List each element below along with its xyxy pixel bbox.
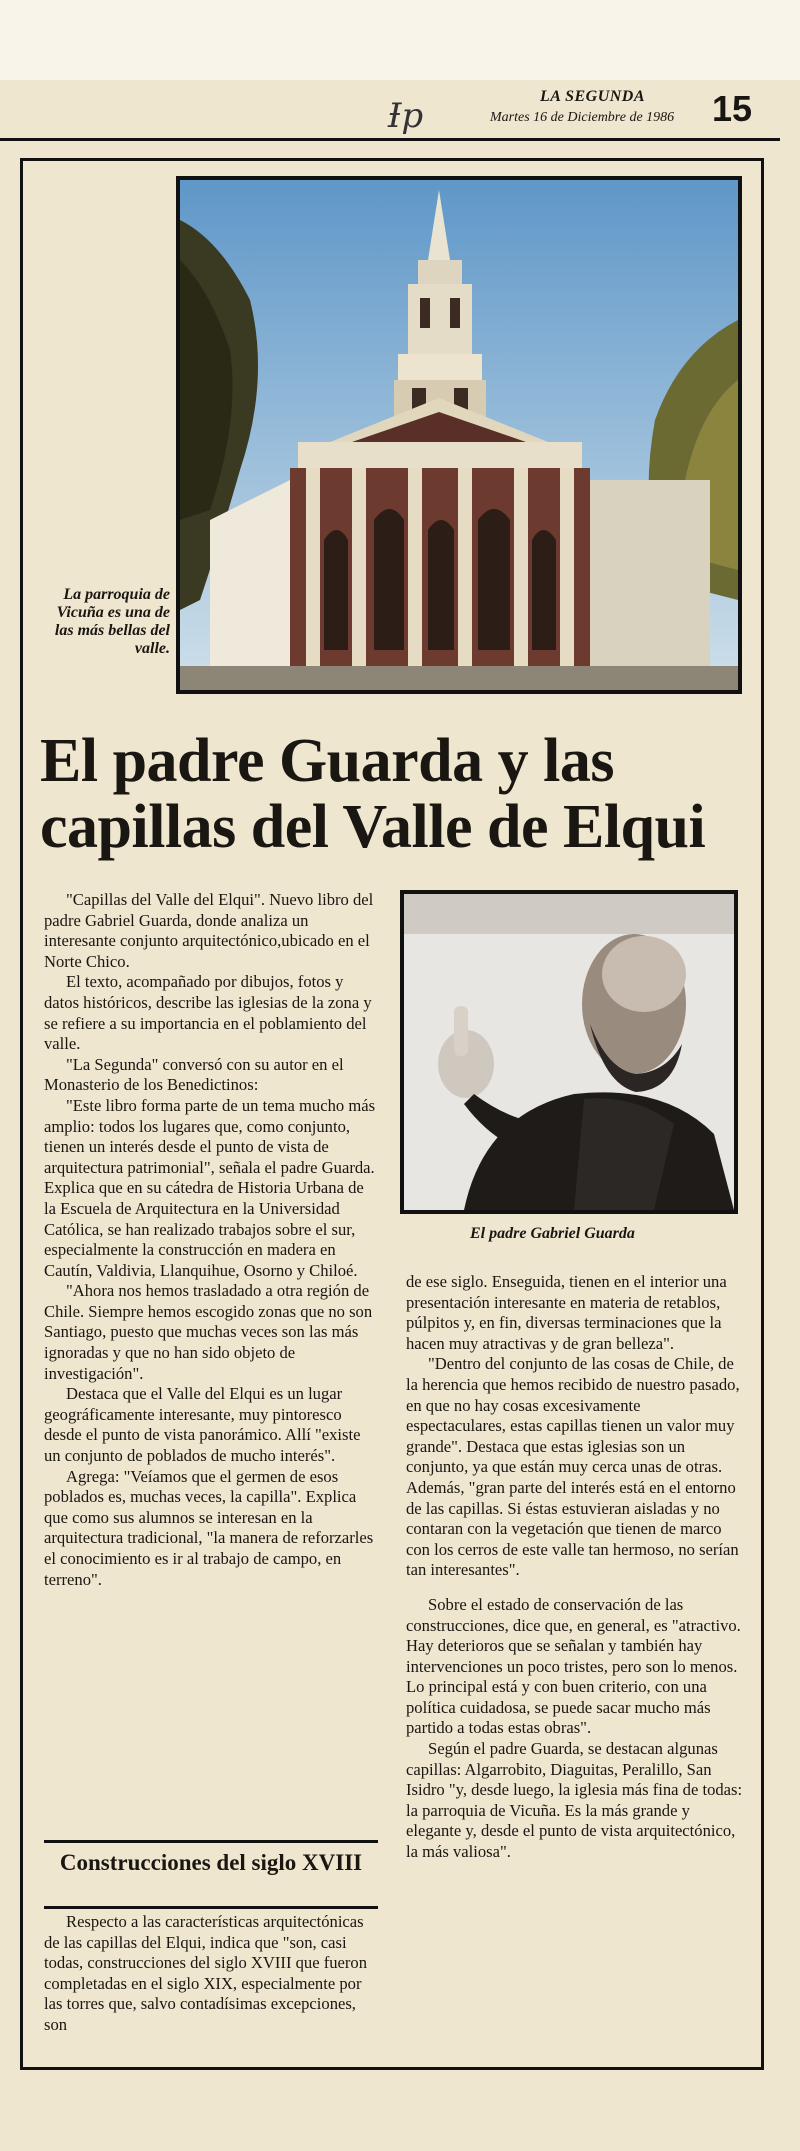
publication-name: LA SEGUNDA (540, 88, 646, 105)
paragraph: "Ahora nos hemos trasladado a otra región de Chile. Siempre hemos escogido zonas que no son Santiago, puesto que muchas veces son las más ignoradas y que no han sido objeto de investigación". (44, 1281, 373, 1383)
article-column-2 (406, 1272, 744, 1863)
headline: El padre Guarda y las capillas del Valle de Elqui (40, 727, 706, 861)
article-column-1b (44, 1912, 378, 2036)
paragraph: Según el padre Guarda, se destacan algunas capillas: Algarrobito, Diaguitas, Peralillo, San Isidro "y, desde luego, la iglesia más fina de todas: la parroquia de Vicuña. Es la más grande y elegante y, desde el punto de vista arquitectónico, la más valiosa". (406, 1739, 743, 1862)
header-rule (0, 138, 780, 141)
church-photo (176, 176, 742, 694)
subhead-rule-bottom (44, 1906, 378, 1909)
paragraph: de ese siglo. Enseguida, tienen en el interior una presentación interesante en materia de retablos, púlpitos y, en fin, diversas terminaciones que la hacen muy atractivas y de gran belleza". (406, 1272, 727, 1353)
paragraph: Destaca que el Valle del Elqui es un lugar geográficamente interesante, muy pintoresco desde el punto de vista panorámico. Allí "existe un conjunto de poblados de mucho interés". (44, 1384, 361, 1466)
paragraph: Sobre el estado de conservación de las construcciones, dice que, en general, es "atractivo. Hay deterioros que se señalan y también hay intervenciones un poco tristes, pero son lo menos. Lo principal está y con buen criterio, con una política cuidadosa, se puede sacar mucho más partido a todas estas obras". (406, 1594, 741, 1738)
page-number: 15 (712, 88, 753, 129)
paragraph: El texto, acompañado por dibujos, fotos y datos históricos, describe las iglesias de la zona y se refiere a su importancia en el poblamiento del valle. (44, 972, 372, 1054)
paragraph: "Este libro forma parte de un tema mucho más amplio: todos los lugares que, como conjunto, tienen un interés desde el punto de vista de arquitectura patrimonial", señala el padre Guarda. Explica que en su cátedra de Historia Urbana de la Escuela de Arquitectura en la Universidad Católica, se han realizado trabajos sobre el sur, especialmente la construcción en madera en Cautín, Valdivia, Llanquihue, Osorno y Chiloé. (44, 1095, 376, 1280)
paragraph: "Dentro del conjunto de las cosas de Chile, de la herencia que hemos recibido de nuestro pasado, en que no hay cosas excesivamente espectaculares, estas capillas tienen un valor muy grande". Destaca que estas iglesias son un conjunto, ya que están muy cerca unas de otras. Además, "gran parte del interés está en el entorno de las capillas. Si éstas estuvieran aisladas y no contaran con la vegetación que tienen de marco con los cerros de este valle tan hermoso, no serían tan interesantes". (406, 1354, 740, 1580)
paragraph: Agrega: "Veíamos que el germen de esos poblados es, muchas veces, la capilla". Explica que como sus alumnos se interesan en la arquitectura tradicional, "la manera de reforzarles el conocimiento es ir al trabajo de campo, en terreno". (44, 1466, 374, 1589)
paragraph: "La Segunda" conversó con su autor en el Monasterio de los Benedictinos: (44, 1054, 344, 1095)
subhead: Construcciones del siglo XVIII (59, 1850, 363, 1875)
portrait-caption: El padre Gabriel Guarda (470, 1225, 635, 1242)
paragraph: Respecto a las características arquitectónicas de las capillas del Elqui, indica que "son, casi todas, construcciones del siglo XVIII que fueron completadas en el siglo XIX, especialmente por las torres que, salvo contadísimas excepciones, son (44, 1912, 368, 2034)
page-top-margin (0, 0, 800, 80)
portrait-photo (400, 890, 738, 1214)
article-column-1 (44, 890, 378, 1590)
paragraph: "Capillas del Valle del Elqui". Nuevo libro del padre Gabriel Guarda, donde analiza un interesante conjunto arquitectónico,ubicado en el Norte Chico. (44, 890, 374, 971)
issue-date: Martes 16 de Diciembre de 1986 (490, 110, 675, 125)
photo-caption: La parroquia de Vicuña es una de las más bellas del valle. (54, 586, 170, 657)
handwritten-mark: Ɨp (388, 96, 424, 136)
subhead-rule-top (44, 1840, 378, 1843)
